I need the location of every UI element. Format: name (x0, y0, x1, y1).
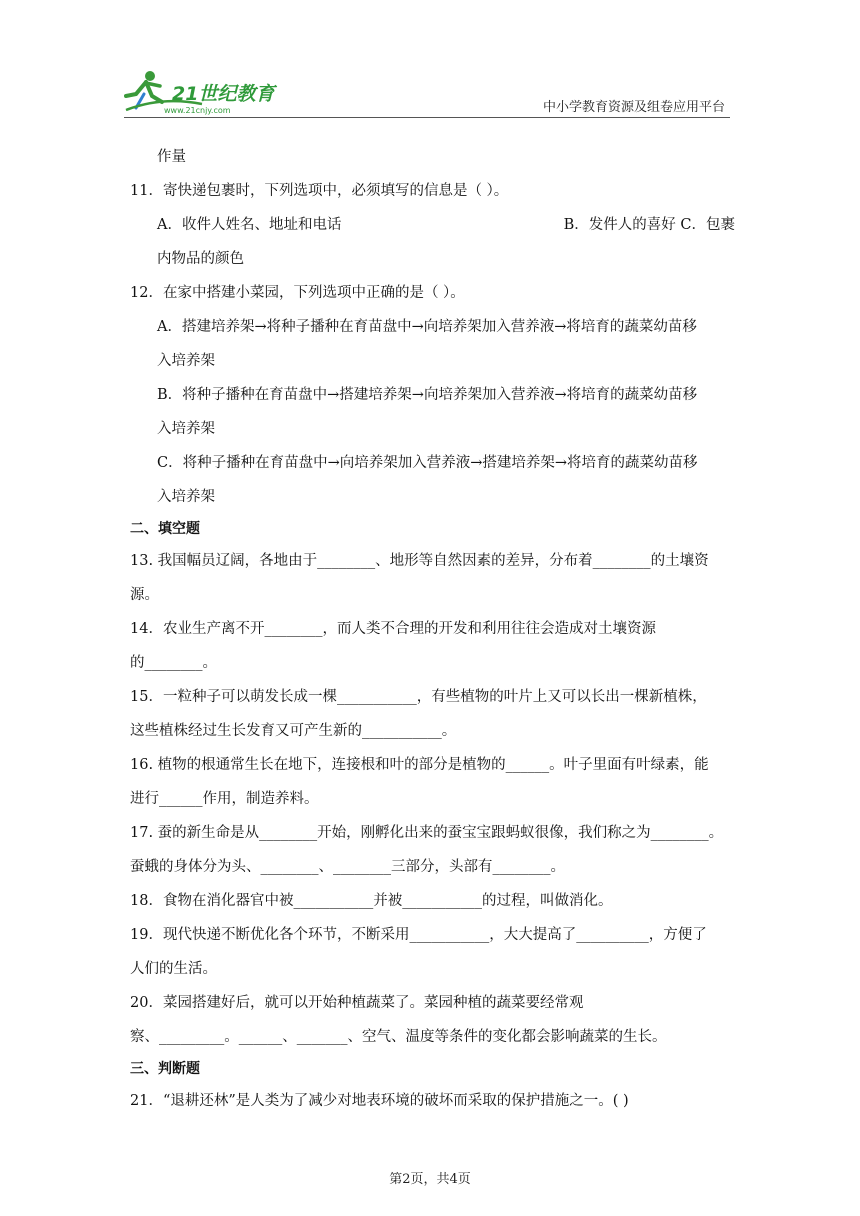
answer-option-line: 入培养架 (157, 421, 215, 437)
question-line: 13. 我国幅员辽阔，各地由于________、地形等自然因素的差异，分布着________的土壤资 (130, 553, 709, 569)
header-divider (124, 117, 730, 118)
question-content (130, 140, 735, 1118)
platform-title: 中小学教育资源及组卷应用平台 (542, 100, 725, 115)
question-line: 15．一粒种子可以萌发长成一棵___________，有些植物的叶片上又可以长出一棵新植株， (130, 689, 707, 705)
page-number: 第2页，共4页 (389, 1172, 471, 1187)
question-line: 源。 (130, 587, 159, 603)
question-line: 11．寄快递包裹时，下列选项中，必须填写的信息是（ ）。 (130, 183, 509, 199)
answer-option-line: B．将种子播种在育苗盘中→搭建培养架→向培养架加入营养液→将培育的蔬菜幼苗移 (157, 387, 698, 403)
answer-option-line: A．搭建培养架→将种子播种在育苗盘中→向培养架加入营养液→将培育的蔬菜幼苗移 (157, 319, 697, 335)
section-heading: 二、填空题 (130, 521, 200, 537)
question-line: 14．农业生产离不开________，而人类不合理的开发和利用往往会造成对土壤资源 (130, 621, 656, 637)
page-header (0, 0, 860, 120)
svg-text:21世纪教育: 21世纪教育 (172, 83, 275, 105)
answer-option-line: 作量 (157, 149, 186, 165)
question-line: 人们的生活。 (130, 961, 217, 977)
question-line: 21．“退耕还林”是人类为了减少对地表环境的破坏而采取的保护措施之一。( ) (130, 1093, 629, 1109)
answer-option-line: C．将种子播种在育苗盘中→向培养架加入营养液→搭建培养架→将培育的蔬菜幼苗移 (157, 455, 698, 471)
question-line: 这些植株经过生长发育又可产生新的___________。 (130, 723, 457, 739)
21cnjy-logo (122, 66, 292, 118)
section-heading: 三、判断题 (130, 1061, 200, 1077)
question-line: 12．在家中搭建小菜园，下列选项中正确的是（ ）。 (130, 285, 465, 301)
question-line: 的________。 (130, 655, 217, 671)
answer-option-line (130, 208, 735, 242)
question-line: 17. 蚕的新生命是从________开始，刚孵化出来的蚕宝宝跟蚂蚁很像，我们称之为________。 (130, 825, 724, 841)
question-line: 蚕蛾的身体分为头、________、________三部分，头部有________。 (130, 859, 565, 875)
svg-text:www.21cnjy.com: www.21cnjy.com (164, 106, 231, 115)
question-line: 16. 植物的根通常生长在地下，连接根和叶的部分是植物的______。叶子里面有叶绿素，能 (130, 757, 709, 773)
question-line: 进行______作用，制造养料。 (130, 791, 319, 807)
answer-option-line: 入培养架 (157, 489, 215, 505)
question-line: 18．食物在消化器官中被___________并被___________的过程，叫做消化。 (130, 893, 613, 909)
answer-option-line: 内物品的颜色 (157, 251, 244, 267)
question-line: 19．现代快递不断优化各个环节，不断采用___________，大大提高了__________，方便了 (130, 927, 707, 943)
option-right: B．发件人的喜好 C．包裹 (563, 217, 735, 233)
question-line: 20．菜园搭建好后，就可以开始种植蔬菜了。菜园种植的蔬菜要经常观 (130, 995, 584, 1011)
answer-option-line: 入培养架 (157, 353, 215, 369)
option-left: A．收件人姓名、地址和电话 (157, 217, 342, 233)
question-line: 察、_________。______、_______、空气、温度等条件的变化都会影响蔬菜的生长。 (130, 1029, 667, 1045)
